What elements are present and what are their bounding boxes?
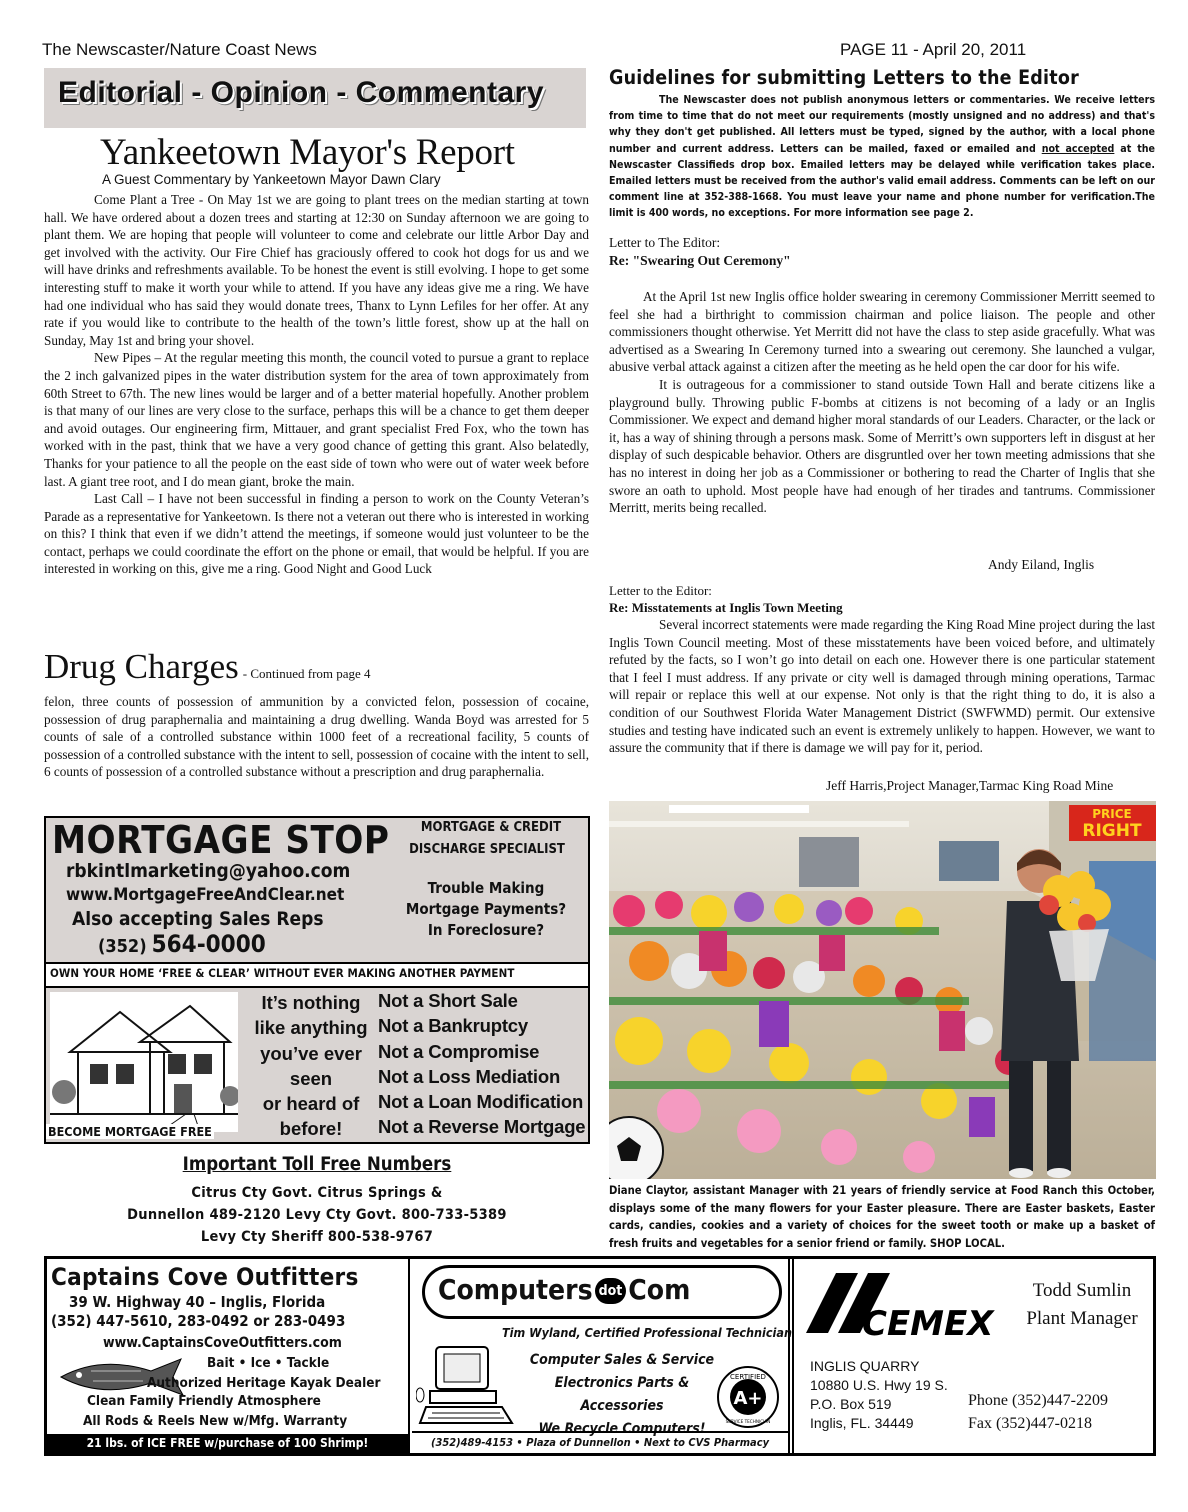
- tollfree-line: Dunnellon 489-2120 Levy Cty Govt. 800-733-5389: [127, 1207, 507, 1223]
- guidelines-text-a: The Newscaster does not publish anonymous letters or commentaries. We receive letters from time to time that do not meet our requirements (mostly unsigned and no address) and that's why they don't get published. All letters must be typed, signed by the author, with a local phone number and current address. Letters can be mailed, faxed or emailed and: [609, 94, 1155, 155]
- cemex-manager-role: Plant Manager: [1026, 1308, 1138, 1329]
- cemex-phones: [968, 1389, 1108, 1435]
- letter1-body: [609, 288, 1155, 517]
- cemex-fax: Fax (352)447-0218: [968, 1415, 1092, 1432]
- captains-phones: (352) 447-5610, 283-0492 or 283-0493: [51, 1312, 346, 1330]
- mayor-report-subtitle: A Guest Commentary by Yankeetown Mayor Dawn Clary: [102, 172, 441, 187]
- guidelines-not-accepted: not accepted: [1041, 142, 1115, 155]
- mortgage-ad-phone-number: 564-0000: [151, 930, 266, 958]
- cemex-logo-text: CEMEX: [862, 1304, 994, 1344]
- publication-name: The Newscaster/Nature Coast News: [42, 40, 317, 59]
- mortgage-ad-trouble-line: Trouble Making: [427, 879, 545, 897]
- mortgage-ad-tag2: DISCHARGE SPECIALIST: [409, 842, 565, 857]
- computer-icon: [416, 1341, 516, 1431]
- letter1-header: [609, 234, 791, 270]
- cemex-address: [810, 1357, 948, 1433]
- mortgage-ad-trouble-line: In Foreclosure?: [427, 921, 545, 939]
- mortgage-ad-phone-area: (352): [98, 936, 147, 957]
- mortgage-ad-email[interactable]: rbkintlmarketing@yahoo.com: [66, 860, 351, 882]
- mayor-paragraph-last-call: Last Call – I have not been successful in finding a person to work on the County Veteran’s Parade as a representative for Yankeetown. Is there not a veteran out there who is interested in working on this? I think that even if we didn’t attend the meetings, if someone would just volunteer to be the contact, perhaps we could coordinate the effort on the phone or email, that would be helpful. If you are interested in working on this, give me a ring. Good Night and Good Luck: [44, 491, 589, 577]
- letter2-body: [609, 616, 1155, 757]
- guidelines-body: [609, 92, 1155, 222]
- mayor-report-body: [44, 191, 589, 578]
- seal-grade: A+: [733, 1388, 763, 1409]
- letter2-header: [609, 582, 843, 616]
- mortgage-ad-tag1: MORTGAGE & CREDIT: [420, 820, 562, 835]
- section-banner-text: Editorial - Opinion - Commentary: [58, 76, 545, 109]
- captains-bait: Bait • Ice • Tackle: [207, 1355, 330, 1371]
- captains-web[interactable]: www.CaptainsCoveOutfitters.com: [103, 1335, 342, 1351]
- tollfree-numbers: [44, 1182, 590, 1248]
- photo-caption: Diane Claytor, assistant Manager with 21 years of friendly service at Food Ranch this October, displays some of the many flowers for your Easter pleasure. There are Easter baskets, Easter cards, candies, cookies and a variety of choices for the sweet tooth or make up a basket of fresh fruits and vegetables for a senior friend or family. SHOP LOCAL.: [609, 1184, 1155, 1250]
- page-date: PAGE 11 - April 20, 2011: [840, 40, 1027, 59]
- cemex-address-line: 10880 U.S. Hwy 19 S.: [810, 1377, 948, 1393]
- nothing-line: like anything: [254, 1017, 368, 1039]
- letter2-paragraph: Several incorrect statements were made regarding the King Road Mine project during the last Inglis Town Council meeting. Most of these misstatements have been voiced before, and ultimately refuted by the facts, so I won’t go into detail on each one. However there is one particular statement that I feel I must address. If any private or city well is damaged through mining operations, Tarmac will repair or replace this well at our expense. Not only is that the right thing to do, it is also a condition of our Southwest Florida Water Management District (SWFWMD) permit. Our extensive studies and testing have indicated such an event is extremely unlikely to happen. However, we want to assure the community that if there is damage we will pay for it, period.: [609, 617, 1155, 756]
- nothing-line: you’ve ever: [260, 1042, 362, 1064]
- computers-services: [522, 1349, 722, 1441]
- cemex-ad: [792, 1259, 1153, 1453]
- house-illustration: [50, 992, 238, 1132]
- letter1-paragraph: At the April 1st new Inglis office holder swearing in ceremony Commissioner Merritt seemed to feel she had a birthright to commission chairman and police liaison. The people and other commissioners thought otherwise. Yet Merritt did not have the class to step aside gracefully. What was advertised as a Swearing In Ceremony turned into a swearing out ceremony. She launched a vulgar, abusive verbal attack against a citizen after the meeting as he held open the car door for his wife.: [609, 289, 1155, 375]
- captains-ice: 21 lbs. of ICE FREE w/purchase of 100 Shrimp!: [47, 1434, 408, 1453]
- letter1-re: Re: "Swearing Out Ceremony": [609, 253, 791, 268]
- not-item: Not a Compromise: [378, 1040, 540, 1062]
- not-item: Not a Loan Modification: [378, 1091, 584, 1113]
- mortgage-ad-banner: OWN YOUR HOME ‘FREE & CLEAR’ WITHOUT EVER MAKING ANOTHER PAYMENT: [50, 966, 515, 980]
- cemex-logo-icon: [806, 1269, 996, 1349]
- computers-brand-right: Com: [628, 1273, 691, 1306]
- mortgage-ad-nots: [378, 988, 585, 1140]
- computers-service-line: Computer Sales & Service: [529, 1352, 715, 1368]
- computers-brand: [438, 1273, 690, 1306]
- captains-rods: All Rods & Reels New w/Mfg. Warranty: [83, 1413, 348, 1429]
- mortgage-ad-become: BECOME MORTGAGE FREE: [48, 1124, 212, 1139]
- drug-charges-heading: [44, 647, 371, 687]
- flower-display-photo: [609, 801, 1156, 1179]
- tollfree-line: Levy Cty Sheriff 800-538-9767: [200, 1229, 434, 1245]
- computers-brand-dot: dot: [595, 1278, 627, 1304]
- mortgage-ad-trouble: [386, 878, 586, 941]
- mortgage-ad-reps: Also accepting Sales Reps: [72, 908, 324, 930]
- seal-bottom: SERVICE TECHNICIAN: [725, 1419, 771, 1424]
- store-photo: [609, 801, 1156, 1179]
- mortgage-stop-ad: [44, 816, 590, 1144]
- letter2-signature: Jeff Harris,Project Manager,Tarmac King Road Mine: [826, 778, 1114, 793]
- not-item: Not a Reverse Mortgage: [378, 1116, 586, 1138]
- captains-cove-ad: [47, 1259, 410, 1453]
- letter1-signature: Andy Eiland, Inglis: [988, 557, 1095, 572]
- tollfree-line: Citrus Cty Govt. Citrus Springs &: [191, 1185, 443, 1201]
- section-banner: [44, 68, 586, 128]
- nothing-line: or heard of: [262, 1093, 360, 1115]
- cemex-contact: [1012, 1277, 1152, 1333]
- computers-footer: (352)489-4153 • Plaza of Dunnellon • Next to CVS Pharmacy: [412, 1431, 788, 1449]
- captains-family: Clean Family Friendly Atmosphere: [87, 1393, 321, 1409]
- cemex-manager-name: Todd Sumlin: [1032, 1280, 1132, 1301]
- nothing-line: before!: [279, 1118, 343, 1140]
- photo-sign: RIGHT: [1082, 821, 1142, 841]
- mayor-report-title: Yankeetown Mayor's Report: [100, 132, 515, 173]
- nothing-line: It’s nothing: [261, 992, 361, 1013]
- mayor-paragraph-pipes: New Pipes – At the regular meeting this month, the council voted to pursue a grant to replace the 2 inch galvanized pipes in the water distribution system for the area of town approximately from 60th Street to 67th. The new lines would be larger and of a better material hopefully. Another problem is that many of our lines are very close to the surface, perhaps this will be a chance to get them deeper and avoid outages. Our engineering firm, Mittauer, and grant specialist Fred Fox, who the town has worked with in the past, think that we have a very good chance of getting this grant. Also belatedly, Thanks for your patience to all the people on the east side of town who were out of water week before last. A giant tree root, and I do mean giant, broke the main.: [44, 350, 589, 489]
- certified-seal-icon: [716, 1365, 780, 1429]
- captains-kayak: Authorized Heritage Kayak Dealer: [147, 1375, 381, 1391]
- cemex-address-line: Inglis, FL. 34449: [810, 1415, 914, 1431]
- mayor-paragraph-tree: Come Plant a Tree - On May 1st we are going to plant trees on the median starting at town hall. We have ordered about a dozen trees and starting at 12:30 on Sunday afternoon we are going to plant them. We are hoping that people will volunteer to come and celebrate our little Arbor Day and get involved with the activity. Our Fire Chief has graciously offered to cook hot dogs for us and we will have drinks and refreshments available. To be honest the event is still evolving. I hope to get some interesting stuff to make it worth your while to attend. If you have any ideas give me a ring. We have had one individual who has said they would donate trees, Thanx to Lynn Lefiles for her offer. At any rate if you would like to contribute to the health of the town’s little forest, show up at the hall on Sunday, May 1st and bring your shovel.: [44, 192, 589, 348]
- letter2-salutation: Letter to the Editor:: [609, 583, 712, 598]
- guidelines-title: Guidelines for submitting Letters to the Editor: [609, 66, 1079, 89]
- cemex-quarry: INGLIS QUARRY: [810, 1358, 920, 1374]
- not-item: Not a Loss Mediation: [378, 1065, 561, 1087]
- captains-name: Captains Cove Outfitters: [51, 1263, 359, 1291]
- captains-address: 39 W. Highway 40 – Inglis, Florida: [69, 1293, 326, 1311]
- seal-text: CERTIFIED: [730, 1373, 766, 1381]
- cemex-address-line: P.O. Box 519: [810, 1396, 892, 1412]
- cemex-phone: Phone (352)447-2209: [968, 1392, 1108, 1409]
- mortgage-ad-nothing: [246, 990, 376, 1142]
- letter1-salutation: Letter to The Editor:: [609, 235, 721, 250]
- drug-charges-continued: - Continued from page 4: [242, 666, 371, 681]
- computers-dot-com-ad: [412, 1259, 790, 1453]
- mortgage-ad-name: MORTGAGE STOP: [52, 818, 390, 862]
- computers-brand-left: Computers: [438, 1273, 593, 1306]
- not-item: Not a Short Sale: [378, 990, 518, 1011]
- guidelines-text-b: at the Newscaster Classifieds drop box. Emailed letters may be delayed while verification takes place. Emailed letters must be received from the author's valid email address. Comments can be left on our comment line at 352-388-1668. You must leave your name and phone number for verification.The limit is 400 words, no exceptions. For more information see page 2.: [609, 142, 1156, 220]
- letter2-re: Re: Misstatements at Inglis Town Meeting: [609, 600, 843, 615]
- nothing-line: seen: [289, 1067, 333, 1089]
- mortgage-ad-trouble-line: Mortgage Payments?: [405, 900, 567, 918]
- letter1-paragraph: It is outrageous for a commissioner to stand outside Town Hall and berate citizens like a playground bully. Throwing public F-bombs at citizens is not becoming of a lady or an Inglis Commissioner. We expect and demand higher moral standards of our Leaders. Character, or the lack or it, has a way of shining through a persons mask. Some of Merritt’s own supporters left in disgust at her display of such despicable behavior. Others are disgruntled over her town meeting admissions that she has no interest in doing her job as a Commissioner or bothering to read the Charter of Inglis that she swore an oath to uphold. Most people have had enough of her tirades and tantrums. Commissioner Merritt, merits being recalled.: [609, 376, 1155, 516]
- photo-sign-top: PRICE: [1092, 807, 1132, 821]
- drug-charges-body: felon, three counts of possession of ammunition by a convicted felon, possession of cocaine, possession of drug paraphernalia and maintaining a drug dwelling. Wanda Boyd was arrested for 5 counts of sale of a controlled substance within 1000 feet of a recreational facility, 5 counts of possession of a controlled substance with the intent to sell, possession of cocaine with the intent to sell, 6 counts of possession of a controlled substance without a prescription and drug paraphernalia.: [44, 694, 589, 780]
- computers-service-line: We Recycle Computers!: [538, 1421, 706, 1437]
- tollfree-title: Important Toll Free Numbers: [182, 1154, 452, 1175]
- computers-service-line: Electronics Parts & Accessories: [554, 1375, 690, 1414]
- mortgage-ad-website[interactable]: www.MortgageFreeAndClear.net: [66, 885, 345, 905]
- computers-tech: Tim Wyland, Certified Professional Technician: [502, 1325, 792, 1340]
- not-item: Not a Bankruptcy: [378, 1015, 528, 1037]
- mortgage-ad-phone: [98, 930, 266, 958]
- drug-charges-title: Drug Charges: [44, 647, 239, 686]
